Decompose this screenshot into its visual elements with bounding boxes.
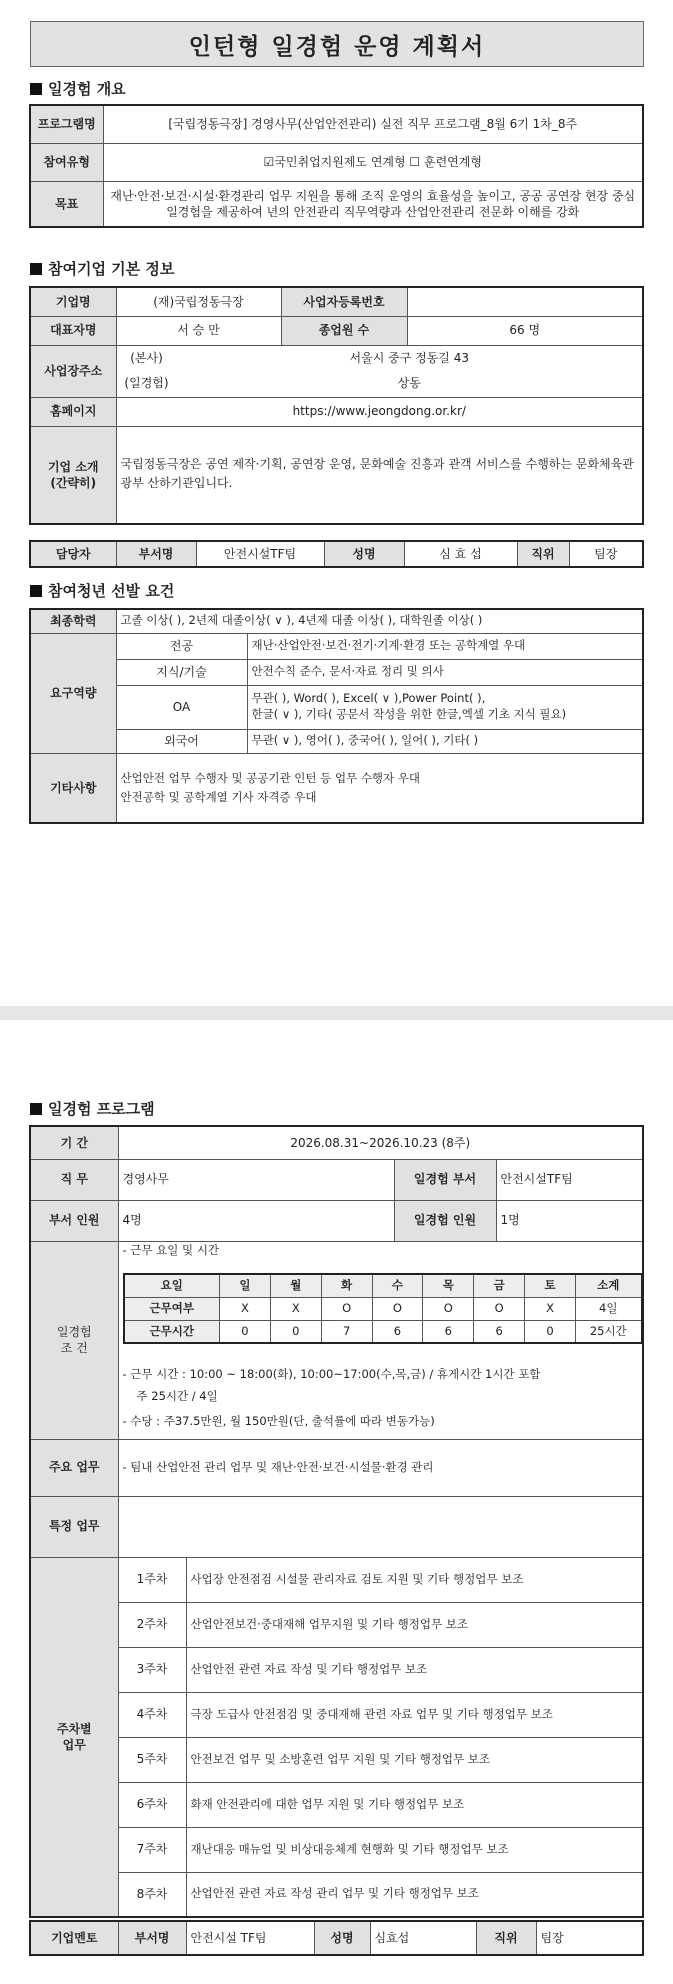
intro-label-line-2: (간략히) [50,475,97,490]
section-company-heading [30,258,174,279]
schedule-row-label: 근무여부 [124,1297,220,1320]
homepage-link[interactable]: https://www.jeongdong.or.kr/ [116,397,643,426]
company-name-value: (재)국립정동극장 [116,287,281,316]
job-value: 경영사무 [118,1159,394,1200]
special-duty-value [118,1496,643,1557]
intern-label: 일경험 인원 [394,1200,496,1241]
address-label: 사업장주소 [30,345,116,397]
company-table [29,286,644,525]
bizno-value [407,287,643,316]
section-overview-heading [30,78,126,99]
schedule-cell: 0 [525,1320,576,1343]
oa-label: OA [116,685,247,729]
section-label: 참여기업 기본 정보 [48,260,175,278]
mentor-pos-value: 팀장 [536,1921,643,1955]
etc-value [116,753,643,823]
intro-value [116,426,643,524]
week-number: 8주차 [118,1872,186,1917]
schedule-header-cell: 일 [220,1274,271,1297]
schedule-cell: X [270,1297,321,1320]
employees-label: 종업원 수 [281,316,407,345]
schedule-row-label: 근무시간 [124,1320,220,1343]
skill-value: 안전수칙 준수, 문서·자료 정리 및 의사 [247,659,643,685]
position-label: 직위 [517,541,569,567]
program-dept-label: 일경험 부서 [394,1159,496,1200]
skill-label: 지식/기술 [116,659,247,685]
schedule-cell: 0 [270,1320,321,1343]
schedule-header-cell: 요일 [124,1274,220,1297]
section-label: 참여청년 선발 요건 [48,582,175,600]
conditions-heading: - 근무 요일 및 시간 [122,1242,220,1257]
week-task: 극장 도급사 안전점검 및 중대재해 관련 자료 업무 및 기타 행정업무 보조 [186,1692,643,1737]
schedule-table [123,1273,643,1344]
oa-line-1: 무관( ), Word( ), Excel( ∨ ),Power Point( ), [251,691,486,706]
intro-text: 국립정동극장은 공연 제작·기획, 공연장 운영, 문화예술 진흥과 관객 서비스를 수행하는 문화체육관광부 산하기관입니다. [120,456,634,490]
week-number: 6주차 [118,1782,186,1827]
page-separator [0,1006,673,1020]
schedule-row [124,1320,642,1343]
weekly-label-line-2: 업무 [62,1737,86,1752]
schedule-header-cell: 화 [321,1274,372,1297]
page-title: 인턴형 일경험 운영 계획서 [30,21,644,67]
special-duty-label: 특정 업무 [30,1496,118,1557]
schedule-header-cell: 금 [474,1274,525,1297]
person-value: 심 효 섭 [404,541,517,567]
week-number: 3주차 [118,1647,186,1692]
week-number: 4주차 [118,1692,186,1737]
lang-label: 외국어 [116,729,247,753]
week-task: 산업안전보건·중대재해 업무지원 및 기타 행정업무 보조 [186,1602,643,1647]
employees-value: 66 명 [407,316,643,345]
week-number: 5주차 [118,1737,186,1782]
mentor-dept-value: 안전시설 TF팀 [186,1921,314,1955]
schedule-cell: X [525,1297,576,1320]
schedule-header-cell: 수 [372,1274,423,1297]
square-bullet-icon [30,585,42,597]
program-table [29,1125,644,1918]
address-cell [116,345,643,397]
schedule-cell: 7 [321,1320,372,1343]
schedule-cell: 6 [372,1320,423,1343]
schedule-cell: 6 [474,1320,525,1343]
week-number: 1주차 [118,1557,186,1602]
section-label: 일경험 개요 [48,80,126,98]
conditions-label [30,1241,118,1439]
competency-label: 요구역량 [30,633,116,753]
homepage-label: 홈페이지 [30,397,116,426]
week-task: 사업장 안전점검 시설물 관리자료 검토 지원 및 기타 행정업무 보조 [186,1557,643,1602]
ceo-label: 대표자명 [30,316,116,345]
week-task: 산업안전 관련 자료 작성 및 기타 행정업무 보조 [186,1647,643,1692]
week-task: 재난대응 매뉴얼 및 비상대응체계 현행화 및 기타 행정업무 보조 [186,1827,643,1872]
square-bullet-icon [30,263,42,275]
schedule-cell: X [220,1297,271,1320]
schedule-cell: 6 [423,1320,474,1343]
program-name-value: [국립정동극장] 경영사무(산업안전관리) 실전 직무 프로그램_8월 6기 1차_8주 [103,105,643,143]
schedule-header-cell: 목 [423,1274,474,1297]
program-name-label: 프로그램명 [30,105,103,143]
lang-value: 무관( ∨ ), 영어( ), 중국어( ), 일어( ), 기타( ) [247,729,643,753]
schedule-cell: O [474,1297,525,1320]
square-bullet-icon [30,83,42,95]
week-task: 화재 안전관리에 대한 업무 지원 및 기타 행정업무 보조 [186,1782,643,1827]
mentor-name-value: 심효섭 [370,1921,476,1955]
schedule-cell: 25시간 [576,1320,642,1343]
participation-type-label: 참여유형 [30,143,103,181]
staff-value: 4명 [118,1200,394,1241]
overview-table [29,104,644,228]
schedule-cell: 4일 [576,1297,642,1320]
mentor-pos-label: 직위 [476,1921,536,1955]
work-address: 상동 [397,376,421,391]
person-label: 성명 [324,541,404,567]
dept-value: 안전시설TF팀 [196,541,324,567]
week-number: 2주차 [118,1602,186,1647]
etc-line-1: 산업안전 업무 수행자 및 공공기관 인턴 등 업무 수행자 우대 [120,771,421,786]
oa-value [247,685,643,729]
intro-label-line-1: 기업 소개 [47,459,99,474]
conditions-hours: - 근무 시간 : 10:00 ~ 18:00(화), 10:00~17:00(수,목,금) / 휴게시간 1시간 포함 [122,1367,541,1382]
goal-label: 목표 [30,181,103,227]
major-label: 전공 [116,633,247,659]
square-bullet-icon [30,1103,42,1115]
conditions-label-line-1: 일경험 [56,1324,92,1339]
staff-label: 부서 인원 [30,1200,118,1241]
period-label: 기 간 [30,1126,118,1159]
hq-address: 서울시 중구 정동길 43 [349,351,469,366]
oa-line-2: 한글( ∨ ), 기타( 공문서 작성을 위한 한글,엑셀 기초 지식 필요) [251,707,567,721]
schedule-header-cell: 소계 [576,1274,642,1297]
edu-label: 최종학력 [30,609,116,633]
bizno-label: 사업자등록번호 [281,287,407,316]
week-task: 산업안전 관련 자료 작성 관리 업무 및 기타 행정업무 보조 [186,1872,643,1917]
etc-label: 기타사항 [30,753,116,823]
program-dept-value: 안전시설TF팀 [496,1159,643,1200]
period-value: 2026.08.31~2026.10.23 (8주) [118,1126,643,1159]
week-number: 7주차 [118,1827,186,1872]
dept-label: 부서명 [116,541,196,567]
week-task: 안전보건 업무 및 소방훈련 업무 지원 및 기타 행정업무 보조 [186,1737,643,1782]
mentor-table [29,1920,644,1956]
main-duty-label: 주요 업무 [30,1439,118,1496]
work-label: (일경험) [124,376,169,391]
conditions-cell [118,1241,643,1439]
hq-label: (본사) [130,351,163,366]
schedule-cell: O [372,1297,423,1320]
schedule-header-cell: 월 [270,1274,321,1297]
ceo-value: 서 승 만 [116,316,281,345]
main-duty-value: - 팀내 산업안전 관리 업무 및 재난·안전·보건·시설물·환경 관리 [118,1439,643,1496]
requirements-table [29,608,644,824]
weekly-label [30,1557,118,1917]
contact-table [29,540,644,568]
goal-value: 재난·안전·보건·시설·환경관리 업무 지원을 통해 조직 운영의 효율성을 높이고, 공공 공연장 현장 중심 일경험을 제공하여 년의 안전관리 직무역량과 산업안전관리 전문화 이해를 강화 [103,181,643,227]
mentor-label: 기업멘토 [30,1921,118,1955]
etc-line-2: 안전공학 및 공학계열 기사 자격증 우대 [120,789,317,804]
schedule-row [124,1297,642,1320]
section-program-heading [30,1098,155,1119]
conditions-pay: - 수당 : 주37.5만원, 월 150만원(단, 출석률에 따라 변동가능) [122,1414,435,1429]
job-label: 직 무 [30,1159,118,1200]
mentor-dept-label: 부서명 [118,1921,186,1955]
schedule-cell: 0 [220,1320,271,1343]
schedule-cell: O [423,1297,474,1320]
intro-label [30,426,116,524]
contact-label: 담당자 [30,541,116,567]
schedule-header-cell: 토 [525,1274,576,1297]
intern-value: 1명 [496,1200,643,1241]
edu-value: 고졸 이상( ), 2년제 대졸이상( ∨ ), 4년제 대졸 이상( ), 대학원졸 이상( ) [116,609,643,633]
position-value: 팀장 [569,541,643,567]
conditions-weekly-hours: 주 25시간 / 4일 [136,1388,218,1403]
mentor-name-label: 성명 [314,1921,370,1955]
participation-type-value: ☑국민취업지원제도 연계형 ☐ 훈련연계형 [103,143,643,181]
company-name-label: 기업명 [30,287,116,316]
section-requirements-heading [30,580,174,601]
section-label: 일경험 프로그램 [48,1100,155,1118]
major-value: 재난·산업안전·보건·전기·기계·환경 또는 공학계열 우대 [247,633,643,659]
schedule-cell: O [321,1297,372,1320]
conditions-label-line-2: 조 건 [60,1341,88,1355]
weekly-label-line-1: 주차별 [56,1721,92,1736]
